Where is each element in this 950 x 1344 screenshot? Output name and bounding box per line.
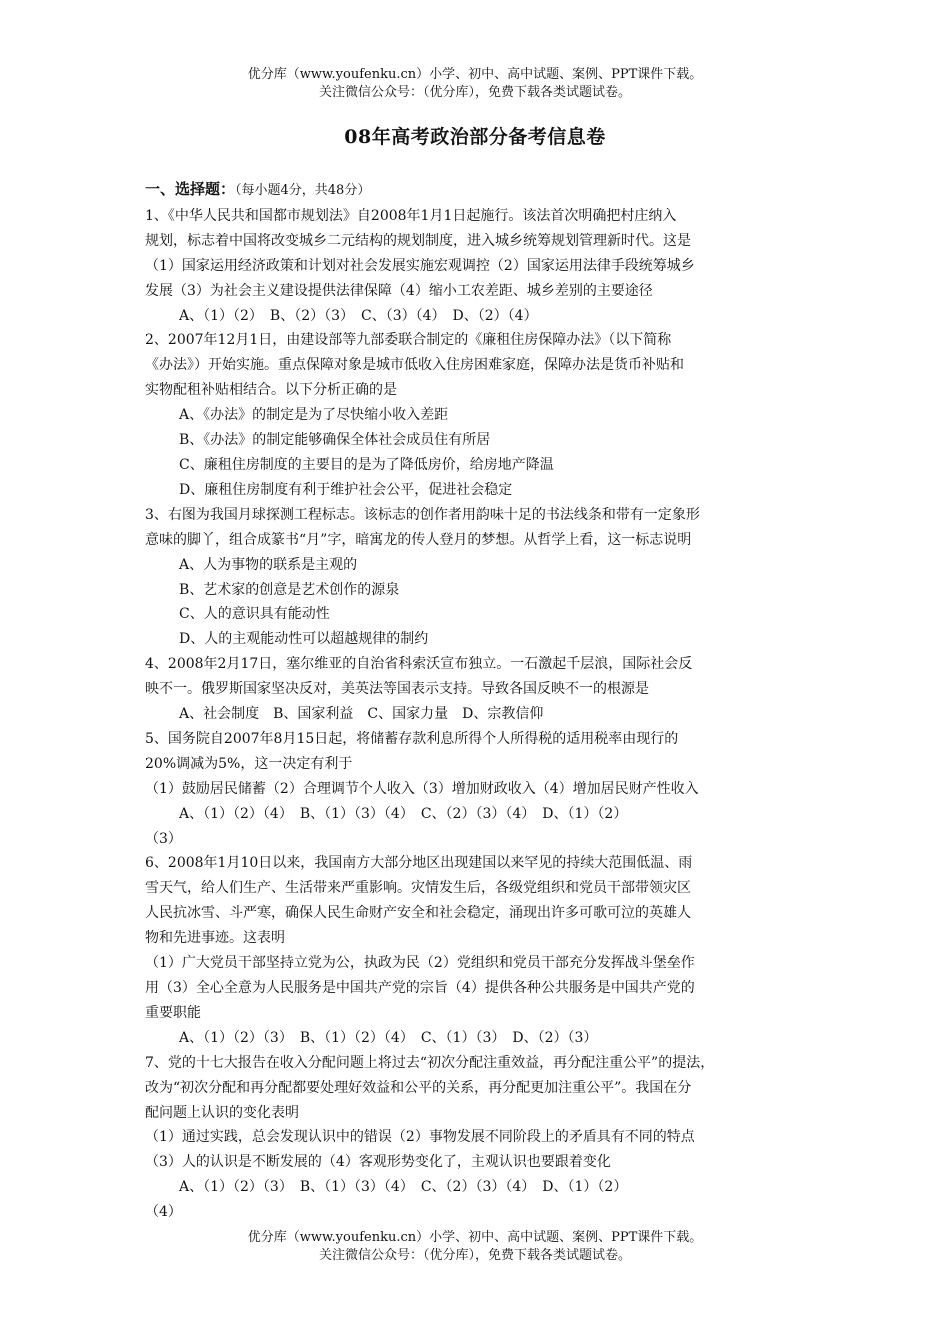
footer-line-2: 关注微信公众号：（优分库），免费下载各类试题试卷。 [318,1248,631,1263]
question-line: 改为“初次分配和再分配都要处理好效益和公平的关系，再分配更加注重公平”。我国在分 [145,1079,692,1096]
question-line: 2、2007年12月1日，由建设部等九部委联合制定的《廉租住房保障办法》（以下简称 [145,332,672,349]
question-7 [145,1051,810,1225]
question-line: 规划，标志着中国将改变城乡二元结构的规划制度，进入城乡统筹规划管理新时代。这是 [145,232,691,249]
header-line-2: 关注微信公众号：（优分库），免费下载各类试题试卷。 [318,85,631,100]
question-6 [145,851,810,1050]
answer-option: C、廉租住房制度的主要目的是为了降低房价，给房地产降温 [179,456,554,473]
question-5 [145,727,810,852]
question-line: 4、2008年2月17日，塞尔维亚的自治省科索沃宣布独立。一石激起千层浪，国际社会反 [145,656,693,673]
question-line: 1、《中华人民共和国都市规划法》自2008年1月1日起施行。该法首次明确把村庄纳入 [145,207,677,224]
question-line: 20%调减为5%，这一决定有利于 [145,755,353,772]
answer-options-continued: （3） [145,830,182,847]
answer-option: C、人的意识具有能动性 [179,606,330,623]
section-heading [145,177,810,204]
question-line: （1）通过实践，总会发现认识中的错误（2）事物发展不同阶段上的矛盾具有不同的特点 [145,1129,695,1146]
footer-line-1: 优分库（www.youfenku.cn）小学、初中、高中试题、案例、PPT课件下载。 [247,1230,703,1245]
question-line: 5、国务院自2007年8月15日起，将储蓄存款利息所得个人所得税的适用税率由现行的 [145,730,679,747]
answer-option: D、人的主观能动性可以超越规律的制约 [179,631,429,648]
answer-option: A、人为事物的联系是主观的 [179,556,358,573]
question-1 [145,204,810,329]
question-line: 重要职能 [145,1004,201,1021]
question-line: 用（3）全心全意为人民服务是中国共产党的宗旨（4）提供各种公共服务是中国共产党的 [145,980,695,996]
answer-option: B、《办法》的制定能够确保全体社会成员住有所居 [179,432,491,449]
page-footer [0,1229,950,1265]
question-line: 人民抗冰雪、斗严寒，确保人民生命财产安全和社会稳定，涌现出许多可歌可泣的英雄人 [145,905,691,922]
answer-option: D、廉租住房制度有利于维护社会公平，促进社会稳定 [179,481,513,498]
question-4 [145,652,810,727]
section-title: 一、选择题： [145,180,236,198]
answer-options-continued: （4） [145,1204,182,1221]
answer-options: A、社会制度 B、国家利益 C、国家力量 D、宗教信仰 [179,706,544,723]
answer-option: B、艺术家的创意是艺术创作的源泉 [179,581,400,598]
question-2 [145,328,810,502]
document-title: 08年高考政治部分备考信息卷 [344,126,606,148]
header-line-1: 优分库（www.youfenku.cn）小学、初中、高中试题、案例、PPT课件下载。 [247,67,703,82]
answer-options: A、（1）（2）（4） B、（1）（3）（4） C、（2）（3）（4） D、（1）（2） [179,805,628,822]
question-line: 配问题上认识的变化表明 [145,1104,299,1121]
section-note: （每小题4分，共48分） [235,183,371,198]
question-line: 7、党的十七大报告在收入分配问题上将过去“初次分配注重效益，再分配注重公平”的提法， [145,1054,715,1071]
question-line: 6、2008年1月10日以来，我国南方大部分地区出现建国以来罕见的持续大范围低温、雨 [145,855,693,872]
question-line: （1）广大党员干部坚持立党为公，执政为民（2）党组织和党员干部充分发挥战斗堡垒作 [145,955,695,972]
question-line: 3、右图为我国月球探测工程标志。该标志的创作者用韵味十足的书法线条和带有一定象形 [145,506,700,523]
question-line: 物和先进事迹。这表明 [145,930,285,947]
answer-options: A、（1）（2） B、（2）（3） C、（3）（4） D、（2）（4） [179,307,538,324]
question-3 [145,503,810,652]
page-header [0,66,950,102]
question-line: 映不一。俄罗斯国家坚决反对，美英法等国表示支持。导致各国反映不一的根源是 [145,681,649,698]
question-line: 《办法》）开始实施。重点保障对象是城市低收入住房困难家庭，保障办法是货币补贴和 [145,357,684,374]
answer-options: A、（1）（2）（3） B、（1）（3）（4） C、（2）（3）（4） D、（1）（2） [179,1179,628,1196]
question-line: （1）鼓励居民储蓄（2）合理调节个人收入（3）增加财政收入（4）增加居民财产性收入 [145,780,699,797]
answer-options: A、（1）（2）（3） B、（1）（2）（4） C、（1）（3） D、（2）（3） [179,1029,598,1046]
document-body [145,177,810,1225]
question-line: 意味的脚丫，组合成篆书“月”字，暗寓龙的传人登月的梦想。从哲学上看，这一标志说明 [145,531,692,548]
question-line: （1）国家运用经济政策和计划对社会发展实施宏观调控（2）国家运用法律手段统筹城乡 [145,257,695,274]
question-line: 雪天气，给人们生产、生活带来严重影响。灾情发生后，各级党组织和党员干部带领灾区 [145,880,691,897]
answer-option: A、《办法》的制定是为了尽快缩小收入差距 [179,407,449,424]
question-line: 实物配租补贴相结合。以下分析正确的是 [145,382,397,399]
question-line: 发展（3）为社会主义建设提供法律保障（4）缩小工农差距、城乡差别的主要途径 [145,282,653,299]
question-line: （3）人的认识是不断发展的（4）客观形势变化了，主观认识也要跟着变化 [145,1154,611,1171]
